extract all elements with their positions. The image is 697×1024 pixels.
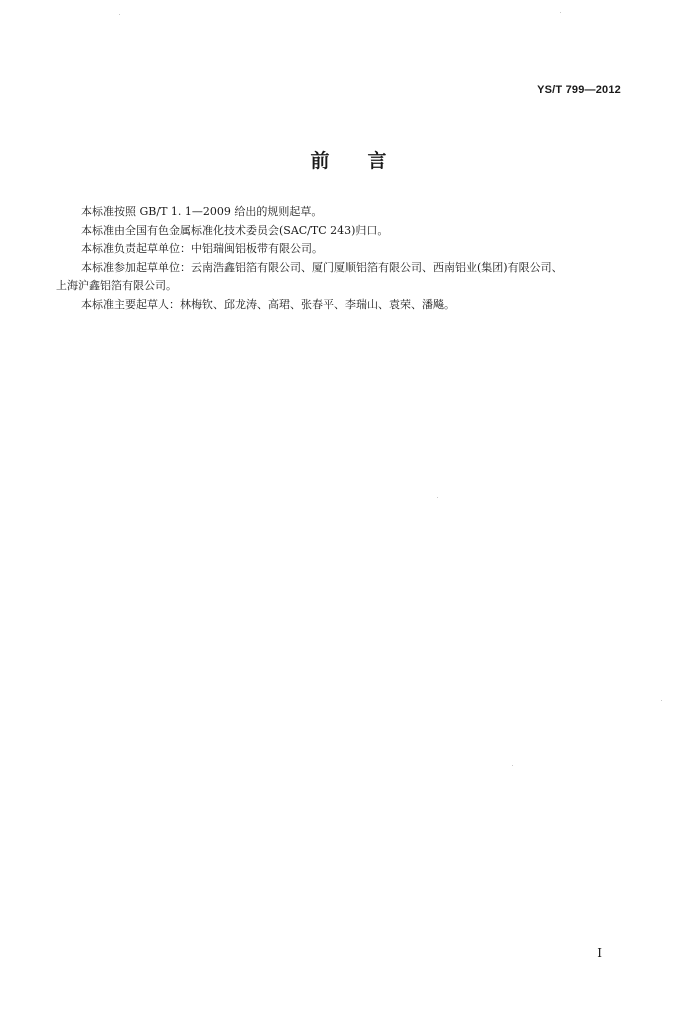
scan-speck [661, 700, 662, 701]
paragraph-lead-drafter: 本标准负责起草单位：中铝瑞闽铝板带有限公司。 [81, 242, 323, 256]
paragraph-main-drafters: 本标准主要起草人：林梅钦、邱龙涛、高珺、张春平、李瑞山、袁荣、潘飚。 [81, 297, 455, 311]
page-number: I [597, 946, 602, 960]
paragraph-participating-drafters-continued: 上海沪鑫铝箔有限公司。 [56, 279, 177, 293]
page-title: 前言 [310, 150, 425, 172]
paragraph-participating-drafters: 本标准参加起草单位：云南浩鑫铝箔有限公司、厦门厦顺铝箔有限公司、西南铝业(集团)有限公司、 [81, 260, 563, 274]
paragraph-drafting-rules: 本标准按照 GB/T 1. 1—2009 给出的规则起草。 [81, 205, 323, 218]
paragraph-committee: 本标准由全国有色金属标准化技术委员会(SAC/TC 243)归口。 [81, 223, 389, 237]
foreword-body [56, 203, 646, 315]
scan-speck [437, 497, 438, 498]
scan-speck [560, 12, 561, 13]
standard-code: YS/T 799—2012 [537, 84, 621, 96]
scan-speck [119, 14, 120, 15]
scan-speck [512, 765, 513, 766]
